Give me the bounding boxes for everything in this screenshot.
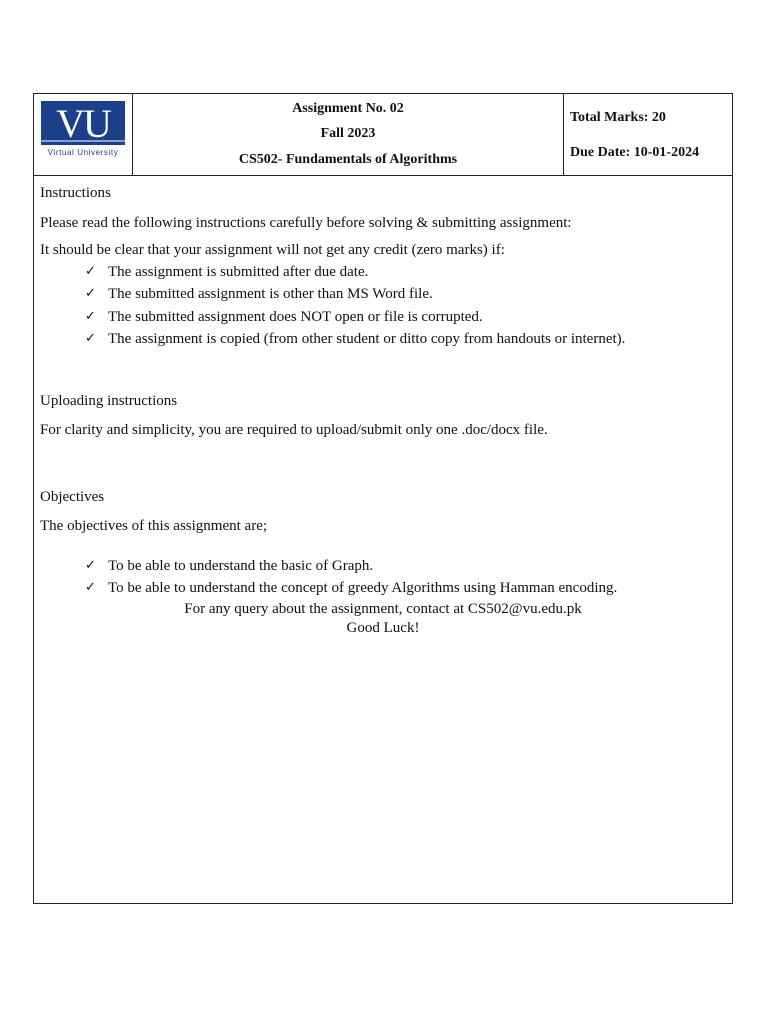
logo-cell [34,94,133,175]
uploading-text: For clarity and simplicity, you are required to upload/submit only one .doc/docx file. [40,422,548,438]
vu-logo-mark [41,101,125,145]
total-marks: Total Marks: 20 [570,109,666,125]
instructions-intro: Please read the following instructions carefully before solving & submitting assignment: [40,214,572,231]
course-title: CS502- Fundamentals of Algorithms [238,152,458,168]
objectives-list [40,555,726,600]
vu-logo [41,101,125,145]
logo-caption: Virtual University [47,148,119,157]
due-date: Due Date: 10-01-2024 [570,145,700,161]
title-cell [133,94,564,175]
list-item: ✓ The assignment is submitted after due date. [85,261,726,284]
check-icon: ✓ [85,331,96,346]
list-item: ✓ The submitted assignment is other than MS Word file. [85,283,726,306]
assignment-body [34,176,732,639]
list-item: ✓ The submitted assignment does NOT open or file is corrupted. [85,306,726,329]
assignment-frame [33,93,733,904]
objectives-heading: Objectives [40,488,105,505]
closing-line: Good Luck! [346,620,420,636]
check-icon: ✓ [85,263,96,279]
marks-cell [564,94,732,175]
check-icon: ✓ [85,557,96,573]
credit-warning: It should be clear that your assignment will not get any credit (zero marks) if: [40,242,505,258]
check-icon: ✓ [85,308,96,324]
semester: Fall 2023 [320,126,376,142]
header-table [34,94,732,176]
objectives-intro: The objectives of this assignment are; [40,518,268,534]
list-item: ✓ To be able to understand the basic of Graph. [85,555,726,578]
list-item: ✓ The assignment is copied (from other student or ditto copy from handouts or internet). [85,328,726,351]
assignment-number: Assignment No. 02 [292,100,404,116]
instructions-list [40,261,726,351]
instructions-heading: Instructions [40,185,111,201]
contact-line: For any query about the assignment, contact at CS502@vu.edu.pk [184,600,582,617]
check-icon: ✓ [85,286,96,301]
list-item: ✓ To be able to understand the concept of greedy Algorithms using Hamman encoding. [85,577,726,600]
svg-text:VU: VU [56,101,110,145]
check-icon: ✓ [85,580,96,595]
uploading-heading: Uploading instructions [40,392,178,409]
